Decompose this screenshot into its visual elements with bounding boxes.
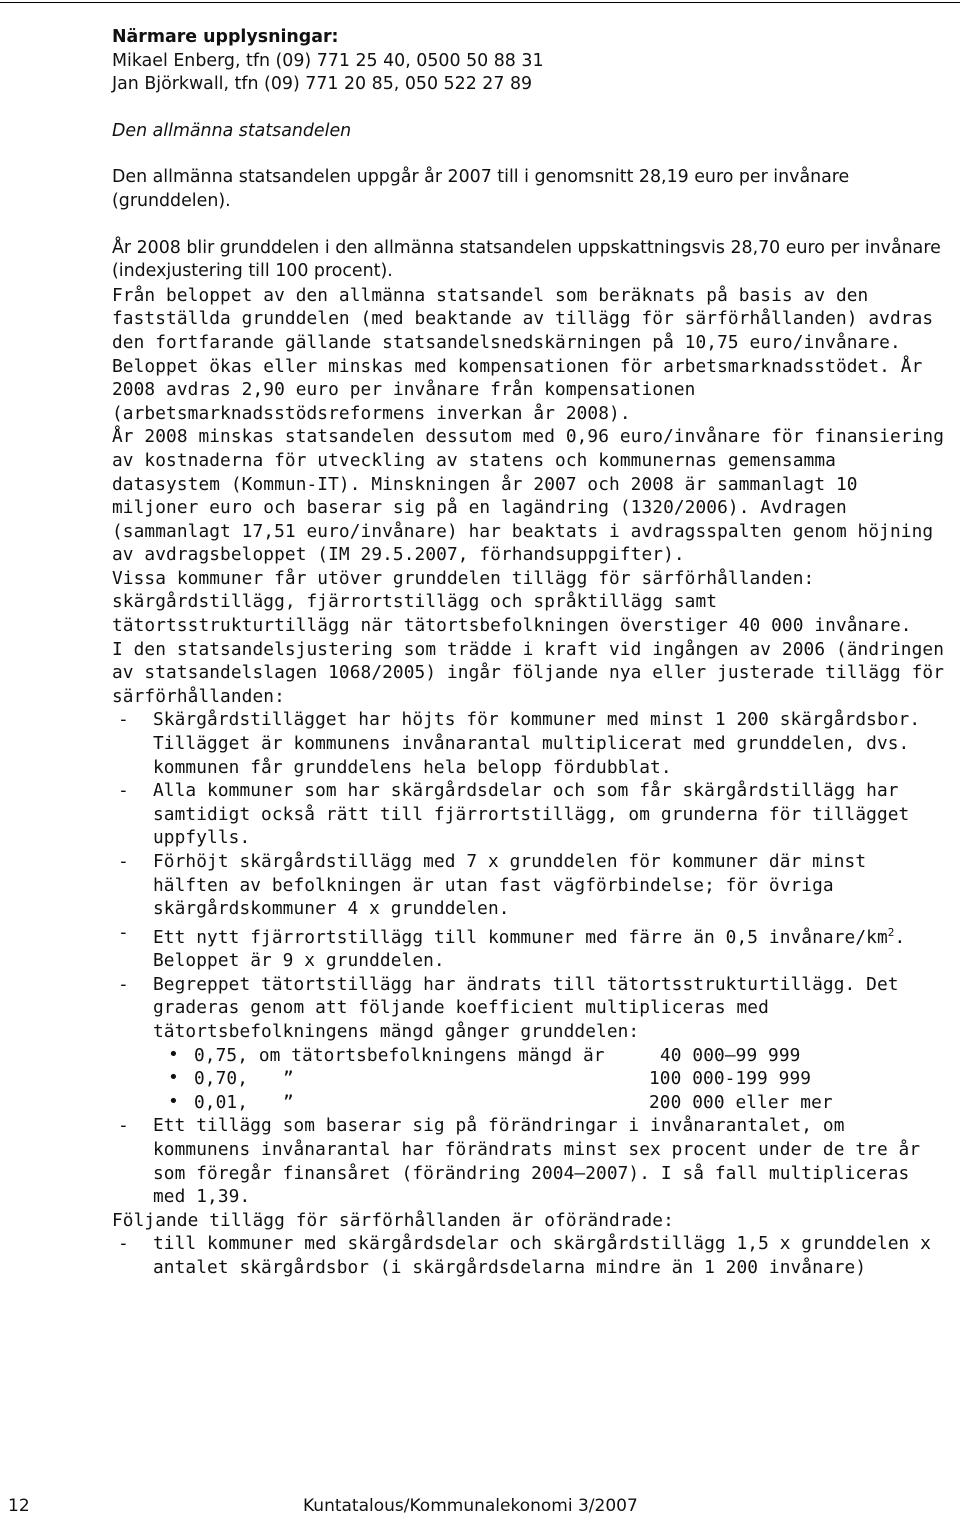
list-item — [112, 1232, 952, 1279]
coefficient-row — [153, 1067, 952, 1091]
contact-line-bjorkwall: Jan Björkwall, tfn (09) 771 20 85, 050 522 27 89 — [112, 74, 533, 95]
dash-marker: - — [118, 1115, 129, 1137]
coefficient-range: 200 000 eller mer — [649, 1091, 833, 1113]
ditto-mark: ” — [283, 1068, 294, 1090]
coefficient-list — [153, 1044, 952, 1115]
bullet-marker: • — [168, 1067, 179, 1089]
list-item-text: Begreppet tätortstillägg har ändrats till tätortsstrukturtillägg. Det graderas genom att följande koefficient multipliceras med tätortsbefolkningens mängd gånger grunddelen: — [153, 973, 899, 1043]
list-item — [112, 779, 952, 850]
contact-heading: Närmare upplysningar: — [112, 27, 339, 47]
top-rule — [0, 2, 960, 3]
paragraph-2008-grunddel: År 2008 blir grunddelen i den allmänna statsandelen uppskattningsvis 28,70 euro per invånare (indexjustering till 100 procent). — [112, 237, 941, 282]
new-supplements-list — [112, 708, 952, 1208]
paragraph-nedskarning: Från beloppet av den allmänna statsandel som beräknats på basis av den fastställda grunddelen (med beaktande av tillägg för särförhållanden) avdras den fortfarande gällande statsandelsnedskärningen på 10,75 euro/invånare. — [112, 284, 934, 353]
list-item-text: till kommuner med skärgårdsdelar och skärgårdstillägg 1,5 x grunddelen x antalet skärgårdsbor (i skärgårdsdelarna mindre än 1 200 invånare) — [153, 1233, 931, 1279]
list-item-text: Alla kommuner som har skärgårdsdelar och som får skärgårdstillägg har samtidigt också rätt till fjärrortstillägg, om grunderna för tillägget uppfylls. — [153, 780, 910, 849]
contact-line-enberg: Mikael Enberg, tfn (09) 771 25 40, 0500 50 88 31 — [112, 50, 544, 71]
coefficient-row — [153, 1091, 952, 1115]
coefficient-range: 100 000-199 999 — [649, 1068, 812, 1090]
list-item-text: . Beloppet är 9 x grunddelen. — [153, 926, 906, 972]
section-heading: Den allmänna statsandelen — [112, 120, 352, 141]
list-item-text: Ett tillägg som baserar sig på förändringar i invånarantalet, om kommunens invånarantal har förändrats minst sex procent under de tre år som föregår finansåret (förändring 2004–2007). I så fall multipliceras med 1,39. — [153, 1115, 921, 1208]
coefficient-factor: 0,70, — [194, 1068, 249, 1090]
list-item — [112, 973, 952, 1115]
dash-marker: - — [118, 973, 129, 995]
coefficient-row — [153, 1044, 952, 1068]
dash-marker: - — [118, 921, 129, 943]
paragraph-kompensation: Beloppet ökas eller minskas med kompensationen för arbetsmarknadsstödet. År 2008 avdras 2,90 euro per invånare från kompensationen (arbetsmarknadsstödsreformens inverkan år 2008). — [112, 355, 923, 424]
list-item — [112, 708, 952, 779]
paragraph-2007-grunddel: Den allmänna statsandelen uppgår år 2007 till i genomsnitt 28,19 euro per invånare (grunddelen). — [112, 167, 850, 211]
dash-marker: - — [118, 780, 129, 802]
list-item — [112, 1114, 952, 1208]
coefficient-factor: 0,01, — [194, 1091, 249, 1113]
paragraph-sarforhallanden: Vissa kommuner får utöver grunddelen tillägg för särförhållanden: skärgårdstillägg, fjärrortstillägg och språktillägg samt tätortsstrukturtillägg när tätortsbefolkningen överstiger 40 000 invånare. — [112, 567, 912, 637]
superscript: 2 — [887, 925, 895, 939]
paragraph-justering-2006: I den statsandelsjustering som trädde i kraft vid ingången av 2006 (ändringen av statsandelslagen 1068/2005) ingår följande nya eller justerade tillägg för särförhållanden: — [112, 638, 945, 707]
list-item-text: Ett nytt fjärrortstillägg till kommuner med färre än 0,5 invånare/km — [153, 926, 888, 948]
publication-title: Kuntatalous/Kommunalekonomi 3/2007 — [303, 1496, 638, 1516]
list-item-text: Förhöjt skärgårdstillägg med 7 x grunddelen för kommuner där minst hälften av befolkningen är utan fast vägförbindelse; för övriga skärgårdskommuner 4 x grunddelen. — [153, 851, 867, 920]
paragraph-kommun-it: År 2008 minskas statsandelen dessutom med 0,96 euro/invånare för finansiering av kostnaderna för utveckling av statens och kommunernas gemensamma datasystem (Kommun-IT). Minskningen år 2007 och 2008 är sammanlagt 10 miljoner euro och baserar sig på en lagändring (1320/2006). Avdragen (sammanlagt 17,51 euro/invånare) har beaktats i avdragsspalten genom höjning av avdragsbeloppet (IM 29.5.2007, förhandsuppgifter). — [112, 426, 945, 566]
unchanged-heading: Följande tillägg för särförhållanden är oförändrade: — [112, 1209, 674, 1231]
list-item-text: Skärgårdstillägget har höjts för kommuner med minst 1 200 skärgårdsbor. Tillägget är kommunens invånarantal multiplicerat med grunddelen, dvs. kommunen får grunddelens hela belopp fördubblat. — [153, 709, 921, 778]
ditto-mark: ” — [283, 1091, 294, 1113]
dash-marker: - — [118, 709, 129, 731]
dash-marker: - — [118, 1233, 129, 1255]
mono-section — [112, 284, 952, 1280]
bullet-marker: • — [168, 1043, 179, 1065]
page-number: 12 — [8, 1496, 30, 1516]
unchanged-list — [112, 1232, 952, 1279]
document-body — [112, 26, 952, 1280]
coefficient-range: 40 000–99 999 — [660, 1044, 801, 1066]
list-item — [112, 850, 952, 921]
dash-marker: - — [118, 851, 129, 872]
bullet-marker: • — [168, 1090, 179, 1112]
coefficient-factor: 0,75, om tätortsbefolkningens mängd är — [194, 1044, 605, 1066]
list-item — [112, 921, 952, 973]
